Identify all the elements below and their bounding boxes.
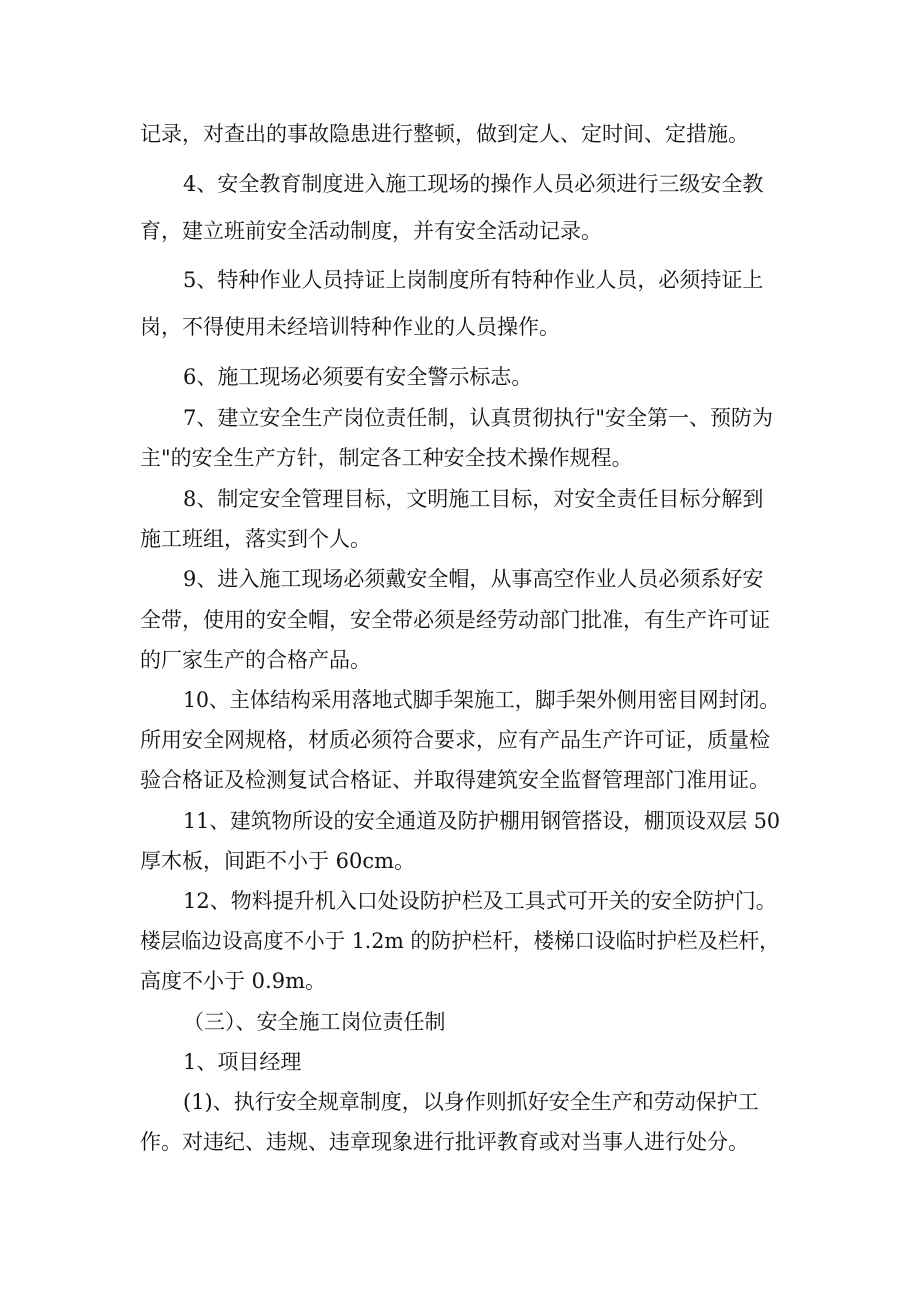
text-line: 6、施工现场必须要有安全警示标志。 [183,365,533,389]
text-line: 的厂家生产的合格产品。 [140,648,371,672]
text-line: 10、主体结构采用落地式脚手架施工，脚手架外侧用密目网封闭。 [183,688,780,712]
text-line: 所用安全网规格，材质必须符合要求，应有产品生产许可证，质量检 [140,728,770,752]
text-line: 验合格证及检测复试合格证、并取得建筑安全监督管理部门准用证。 [140,768,770,792]
text-line: 主"的安全生产方针，制定各工种安全技术操作规程。 [140,446,633,470]
section-heading: （三）、安全施工岗位责任制 [183,1010,446,1034]
text-line: 高度不小于 0.9m。 [140,969,326,993]
text-line: 记录，对查出的事故隐患进行整顿，做到定人、定时间、定措施。 [140,122,749,146]
text-line: 施工班组，落实到个人。 [140,527,371,551]
text-line: 4、安全教育制度进入施工现场的操作人员必须进行三级安全教 [183,172,764,196]
text-line: 厚木板，间距不小于 60cm。 [140,849,416,873]
text-line: 11、建筑物所设的安全通道及防护棚用钢管搭设，棚顶设双层 50 [183,809,781,833]
text-line: 岗，不得使用未经培训特种作业的人员操作。 [140,315,560,339]
text-line: 5、特种作业人员持证上岗制度所有特种作业人员，必须持证上 [183,268,764,292]
text-line: (1)、执行安全规章制度，以身作则抓好安全生产和劳动保护工 [183,1090,759,1114]
text-line: 育，建立班前安全活动制度，并有安全活动记录。 [140,219,602,243]
text-line: 作。对违纪、违规、违章现象进行批评教育或对当事人进行处分。 [140,1130,749,1154]
text-line: 9、进入施工现场必须戴安全帽，从事高空作业人员必须系好安 [183,567,764,591]
text-line: 12、物料提升机入口处设防护栏及工具式可开关的安全防护门。 [183,889,777,913]
subsection-heading: 1、项目经理 [183,1050,302,1074]
text-line: 8、制定安全管理目标，文明施工目标，对安全责任目标分解到 [183,487,764,511]
text-line: 全带，使用的安全帽，安全带必须是经劳动部门批准，有生产许可证 [140,608,770,632]
text-line: 楼层临边设高度不小于 1.2m 的防护栏杆，楼梯口设临时护栏及栏杆， [140,929,780,953]
text-line: 7、建立安全生产岗位责任制，认真贯彻执行"安全第一、预防为 [183,406,774,430]
